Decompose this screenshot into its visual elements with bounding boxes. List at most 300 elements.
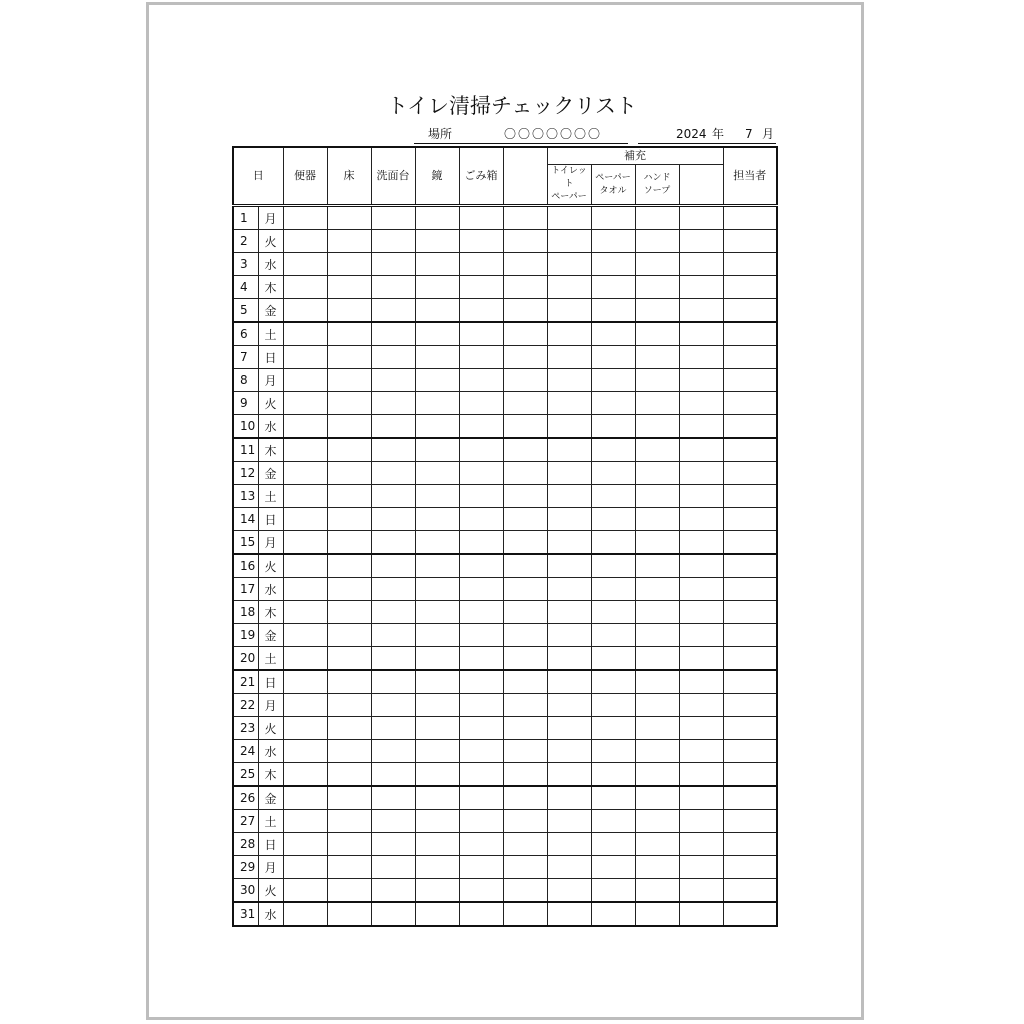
check-cell[interactable] [723, 206, 777, 230]
check-cell[interactable] [459, 438, 503, 462]
check-cell[interactable] [635, 670, 679, 694]
check-cell[interactable] [327, 531, 371, 555]
check-cell[interactable] [371, 485, 415, 508]
check-cell[interactable] [503, 369, 547, 392]
check-cell[interactable] [283, 415, 327, 439]
check-cell[interactable] [503, 392, 547, 415]
check-cell[interactable] [415, 299, 459, 323]
check-cell[interactable] [283, 554, 327, 578]
check-cell[interactable] [679, 763, 723, 787]
check-cell[interactable] [327, 717, 371, 740]
check-cell[interactable] [591, 833, 635, 856]
check-cell[interactable] [459, 786, 503, 810]
check-cell[interactable] [503, 299, 547, 323]
check-cell[interactable] [635, 322, 679, 346]
check-cell[interactable] [415, 531, 459, 555]
check-cell[interactable] [327, 230, 371, 253]
check-cell[interactable] [723, 322, 777, 346]
check-cell[interactable] [547, 253, 591, 276]
check-cell[interactable] [591, 810, 635, 833]
check-cell[interactable] [635, 438, 679, 462]
check-cell[interactable] [283, 508, 327, 531]
check-cell[interactable] [327, 810, 371, 833]
check-cell[interactable] [503, 346, 547, 369]
check-cell[interactable] [283, 322, 327, 346]
check-cell[interactable] [547, 717, 591, 740]
check-cell[interactable] [283, 531, 327, 555]
check-cell[interactable] [327, 902, 371, 926]
check-cell[interactable] [327, 786, 371, 810]
check-cell[interactable] [503, 230, 547, 253]
check-cell[interactable] [503, 462, 547, 485]
check-cell[interactable] [547, 322, 591, 346]
check-cell[interactable] [635, 647, 679, 671]
check-cell[interactable] [459, 879, 503, 903]
check-cell[interactable] [459, 230, 503, 253]
check-cell[interactable] [635, 601, 679, 624]
check-cell[interactable] [723, 624, 777, 647]
check-cell[interactable] [283, 879, 327, 903]
check-cell[interactable] [283, 369, 327, 392]
check-cell[interactable] [459, 369, 503, 392]
check-cell[interactable] [327, 369, 371, 392]
check-cell[interactable] [547, 346, 591, 369]
check-cell[interactable] [459, 392, 503, 415]
check-cell[interactable] [723, 740, 777, 763]
check-cell[interactable] [503, 206, 547, 230]
check-cell[interactable] [283, 299, 327, 323]
check-cell[interactable] [547, 647, 591, 671]
check-cell[interactable] [415, 276, 459, 299]
check-cell[interactable] [503, 578, 547, 601]
check-cell[interactable] [415, 578, 459, 601]
check-cell[interactable] [415, 902, 459, 926]
check-cell[interactable] [679, 508, 723, 531]
check-cell[interactable] [679, 462, 723, 485]
check-cell[interactable] [459, 624, 503, 647]
check-cell[interactable] [503, 786, 547, 810]
check-cell[interactable] [327, 253, 371, 276]
check-cell[interactable] [327, 763, 371, 787]
check-cell[interactable] [327, 554, 371, 578]
check-cell[interactable] [283, 276, 327, 299]
check-cell[interactable] [459, 833, 503, 856]
check-cell[interactable] [723, 810, 777, 833]
check-cell[interactable] [503, 508, 547, 531]
check-cell[interactable] [371, 230, 415, 253]
check-cell[interactable] [723, 601, 777, 624]
check-cell[interactable] [547, 879, 591, 903]
check-cell[interactable] [547, 624, 591, 647]
check-cell[interactable] [283, 856, 327, 879]
check-cell[interactable] [591, 415, 635, 439]
check-cell[interactable] [283, 392, 327, 415]
check-cell[interactable] [591, 299, 635, 323]
check-cell[interactable] [459, 253, 503, 276]
check-cell[interactable] [635, 740, 679, 763]
check-cell[interactable] [679, 206, 723, 230]
check-cell[interactable] [679, 299, 723, 323]
check-cell[interactable] [415, 485, 459, 508]
check-cell[interactable] [679, 369, 723, 392]
check-cell[interactable] [459, 578, 503, 601]
check-cell[interactable] [503, 531, 547, 555]
check-cell[interactable] [327, 508, 371, 531]
check-cell[interactable] [679, 554, 723, 578]
check-cell[interactable] [547, 230, 591, 253]
check-cell[interactable] [503, 833, 547, 856]
check-cell[interactable] [635, 717, 679, 740]
check-cell[interactable] [723, 647, 777, 671]
check-cell[interactable] [327, 322, 371, 346]
check-cell[interactable] [679, 485, 723, 508]
check-cell[interactable] [327, 299, 371, 323]
check-cell[interactable] [371, 902, 415, 926]
check-cell[interactable] [371, 369, 415, 392]
check-cell[interactable] [503, 694, 547, 717]
check-cell[interactable] [679, 810, 723, 833]
check-cell[interactable] [327, 601, 371, 624]
check-cell[interactable] [679, 253, 723, 276]
check-cell[interactable] [591, 276, 635, 299]
check-cell[interactable] [723, 230, 777, 253]
check-cell[interactable] [723, 392, 777, 415]
check-cell[interactable] [371, 346, 415, 369]
check-cell[interactable] [723, 717, 777, 740]
check-cell[interactable] [635, 763, 679, 787]
check-cell[interactable] [371, 763, 415, 787]
check-cell[interactable] [591, 554, 635, 578]
check-cell[interactable] [591, 601, 635, 624]
check-cell[interactable] [371, 531, 415, 555]
check-cell[interactable] [283, 833, 327, 856]
check-cell[interactable] [415, 670, 459, 694]
check-cell[interactable] [415, 322, 459, 346]
check-cell[interactable] [723, 508, 777, 531]
check-cell[interactable] [547, 601, 591, 624]
check-cell[interactable] [459, 485, 503, 508]
check-cell[interactable] [547, 206, 591, 230]
check-cell[interactable] [371, 438, 415, 462]
check-cell[interactable] [283, 786, 327, 810]
check-cell[interactable] [635, 253, 679, 276]
check-cell[interactable] [547, 810, 591, 833]
check-cell[interactable] [503, 322, 547, 346]
check-cell[interactable] [503, 276, 547, 299]
check-cell[interactable] [591, 392, 635, 415]
check-cell[interactable] [679, 740, 723, 763]
check-cell[interactable] [723, 856, 777, 879]
check-cell[interactable] [371, 740, 415, 763]
check-cell[interactable] [327, 694, 371, 717]
check-cell[interactable] [459, 531, 503, 555]
check-cell[interactable] [503, 740, 547, 763]
check-cell[interactable] [679, 578, 723, 601]
check-cell[interactable] [547, 902, 591, 926]
check-cell[interactable] [371, 810, 415, 833]
check-cell[interactable] [459, 299, 503, 323]
check-cell[interactable] [679, 833, 723, 856]
check-cell[interactable] [547, 740, 591, 763]
check-cell[interactable] [635, 531, 679, 555]
check-cell[interactable] [591, 462, 635, 485]
check-cell[interactable] [679, 786, 723, 810]
check-cell[interactable] [591, 578, 635, 601]
check-cell[interactable] [547, 392, 591, 415]
check-cell[interactable] [723, 369, 777, 392]
check-cell[interactable] [503, 717, 547, 740]
check-cell[interactable] [723, 346, 777, 369]
check-cell[interactable] [283, 253, 327, 276]
check-cell[interactable] [723, 786, 777, 810]
check-cell[interactable] [283, 740, 327, 763]
check-cell[interactable] [371, 601, 415, 624]
check-cell[interactable] [283, 717, 327, 740]
check-cell[interactable] [503, 647, 547, 671]
check-cell[interactable] [679, 346, 723, 369]
check-cell[interactable] [371, 253, 415, 276]
check-cell[interactable] [547, 438, 591, 462]
check-cell[interactable] [327, 438, 371, 462]
check-cell[interactable] [415, 833, 459, 856]
check-cell[interactable] [503, 438, 547, 462]
check-cell[interactable] [503, 415, 547, 439]
check-cell[interactable] [283, 902, 327, 926]
check-cell[interactable] [591, 322, 635, 346]
check-cell[interactable] [635, 578, 679, 601]
check-cell[interactable] [283, 346, 327, 369]
check-cell[interactable] [635, 786, 679, 810]
check-cell[interactable] [371, 299, 415, 323]
check-cell[interactable] [503, 856, 547, 879]
check-cell[interactable] [415, 230, 459, 253]
check-cell[interactable] [591, 879, 635, 903]
check-cell[interactable] [547, 833, 591, 856]
check-cell[interactable] [503, 879, 547, 903]
check-cell[interactable] [283, 230, 327, 253]
check-cell[interactable] [635, 299, 679, 323]
check-cell[interactable] [415, 763, 459, 787]
check-cell[interactable] [591, 438, 635, 462]
check-cell[interactable] [327, 833, 371, 856]
check-cell[interactable] [459, 694, 503, 717]
check-cell[interactable] [547, 763, 591, 787]
check-cell[interactable] [635, 694, 679, 717]
check-cell[interactable] [679, 647, 723, 671]
check-cell[interactable] [327, 462, 371, 485]
check-cell[interactable] [503, 624, 547, 647]
check-cell[interactable] [503, 810, 547, 833]
check-cell[interactable] [371, 624, 415, 647]
check-cell[interactable] [723, 415, 777, 439]
check-cell[interactable] [415, 253, 459, 276]
check-cell[interactable] [635, 833, 679, 856]
check-cell[interactable] [547, 462, 591, 485]
check-cell[interactable] [459, 554, 503, 578]
check-cell[interactable] [591, 647, 635, 671]
check-cell[interactable] [327, 485, 371, 508]
check-cell[interactable] [635, 624, 679, 647]
check-cell[interactable] [591, 902, 635, 926]
check-cell[interactable] [503, 902, 547, 926]
check-cell[interactable] [415, 786, 459, 810]
check-cell[interactable] [283, 438, 327, 462]
check-cell[interactable] [635, 230, 679, 253]
check-cell[interactable] [415, 647, 459, 671]
check-cell[interactable] [635, 856, 679, 879]
check-cell[interactable] [591, 206, 635, 230]
check-cell[interactable] [415, 879, 459, 903]
check-cell[interactable] [371, 206, 415, 230]
check-cell[interactable] [547, 485, 591, 508]
check-cell[interactable] [679, 856, 723, 879]
check-cell[interactable] [371, 392, 415, 415]
check-cell[interactable] [591, 485, 635, 508]
check-cell[interactable] [591, 253, 635, 276]
check-cell[interactable] [503, 601, 547, 624]
check-cell[interactable] [679, 276, 723, 299]
check-cell[interactable] [371, 879, 415, 903]
check-cell[interactable] [679, 717, 723, 740]
check-cell[interactable] [459, 601, 503, 624]
check-cell[interactable] [679, 902, 723, 926]
check-cell[interactable] [327, 670, 371, 694]
check-cell[interactable] [679, 531, 723, 555]
check-cell[interactable] [327, 415, 371, 439]
check-cell[interactable] [371, 786, 415, 810]
check-cell[interactable] [635, 415, 679, 439]
check-cell[interactable] [283, 206, 327, 230]
check-cell[interactable] [547, 786, 591, 810]
check-cell[interactable] [415, 346, 459, 369]
check-cell[interactable] [547, 276, 591, 299]
check-cell[interactable] [723, 670, 777, 694]
check-cell[interactable] [723, 462, 777, 485]
check-cell[interactable] [547, 578, 591, 601]
check-cell[interactable] [415, 601, 459, 624]
check-cell[interactable] [635, 508, 679, 531]
check-cell[interactable] [459, 206, 503, 230]
check-cell[interactable] [283, 810, 327, 833]
check-cell[interactable] [503, 554, 547, 578]
check-cell[interactable] [503, 670, 547, 694]
check-cell[interactable] [459, 647, 503, 671]
check-cell[interactable] [679, 670, 723, 694]
check-cell[interactable] [459, 346, 503, 369]
check-cell[interactable] [459, 508, 503, 531]
check-cell[interactable] [723, 276, 777, 299]
check-cell[interactable] [283, 485, 327, 508]
check-cell[interactable] [371, 856, 415, 879]
check-cell[interactable] [591, 717, 635, 740]
check-cell[interactable] [723, 763, 777, 787]
check-cell[interactable] [547, 554, 591, 578]
check-cell[interactable] [415, 694, 459, 717]
check-cell[interactable] [679, 879, 723, 903]
location-field[interactable] [414, 125, 628, 144]
check-cell[interactable] [459, 856, 503, 879]
check-cell[interactable] [591, 694, 635, 717]
check-cell[interactable] [591, 670, 635, 694]
check-cell[interactable] [327, 206, 371, 230]
check-cell[interactable] [547, 369, 591, 392]
check-cell[interactable] [371, 322, 415, 346]
check-cell[interactable] [371, 554, 415, 578]
check-cell[interactable] [415, 462, 459, 485]
check-cell[interactable] [283, 670, 327, 694]
check-cell[interactable] [723, 879, 777, 903]
check-cell[interactable] [415, 206, 459, 230]
check-cell[interactable] [591, 369, 635, 392]
check-cell[interactable] [635, 902, 679, 926]
check-cell[interactable] [723, 299, 777, 323]
check-cell[interactable] [635, 462, 679, 485]
check-cell[interactable] [679, 438, 723, 462]
check-cell[interactable] [635, 810, 679, 833]
check-cell[interactable] [635, 206, 679, 230]
check-cell[interactable] [679, 694, 723, 717]
check-cell[interactable] [635, 554, 679, 578]
check-cell[interactable] [723, 554, 777, 578]
check-cell[interactable] [723, 833, 777, 856]
check-cell[interactable] [723, 578, 777, 601]
check-cell[interactable] [591, 624, 635, 647]
check-cell[interactable] [327, 740, 371, 763]
check-cell[interactable] [723, 694, 777, 717]
check-cell[interactable] [283, 763, 327, 787]
check-cell[interactable] [327, 647, 371, 671]
check-cell[interactable] [635, 276, 679, 299]
check-cell[interactable] [415, 717, 459, 740]
check-cell[interactable] [283, 647, 327, 671]
check-cell[interactable] [371, 694, 415, 717]
check-cell[interactable] [415, 392, 459, 415]
check-cell[interactable] [503, 485, 547, 508]
check-cell[interactable] [371, 670, 415, 694]
check-cell[interactable] [371, 462, 415, 485]
check-cell[interactable] [723, 902, 777, 926]
check-cell[interactable] [371, 833, 415, 856]
check-cell[interactable] [371, 578, 415, 601]
check-cell[interactable] [459, 740, 503, 763]
check-cell[interactable] [283, 601, 327, 624]
check-cell[interactable] [591, 740, 635, 763]
check-cell[interactable] [547, 531, 591, 555]
check-cell[interactable] [635, 392, 679, 415]
check-cell[interactable] [327, 346, 371, 369]
check-cell[interactable] [591, 856, 635, 879]
check-cell[interactable] [635, 879, 679, 903]
check-cell[interactable] [547, 415, 591, 439]
check-cell[interactable] [459, 810, 503, 833]
check-cell[interactable] [679, 624, 723, 647]
check-cell[interactable] [591, 763, 635, 787]
check-cell[interactable] [415, 740, 459, 763]
check-cell[interactable] [327, 578, 371, 601]
check-cell[interactable] [723, 438, 777, 462]
date-field[interactable] [638, 125, 776, 144]
check-cell[interactable] [415, 369, 459, 392]
check-cell[interactable] [371, 508, 415, 531]
check-cell[interactable] [283, 578, 327, 601]
check-cell[interactable] [415, 415, 459, 439]
check-cell[interactable] [635, 346, 679, 369]
check-cell[interactable] [371, 647, 415, 671]
check-cell[interactable] [547, 856, 591, 879]
check-cell[interactable] [415, 810, 459, 833]
check-cell[interactable] [459, 276, 503, 299]
check-cell[interactable] [591, 531, 635, 555]
